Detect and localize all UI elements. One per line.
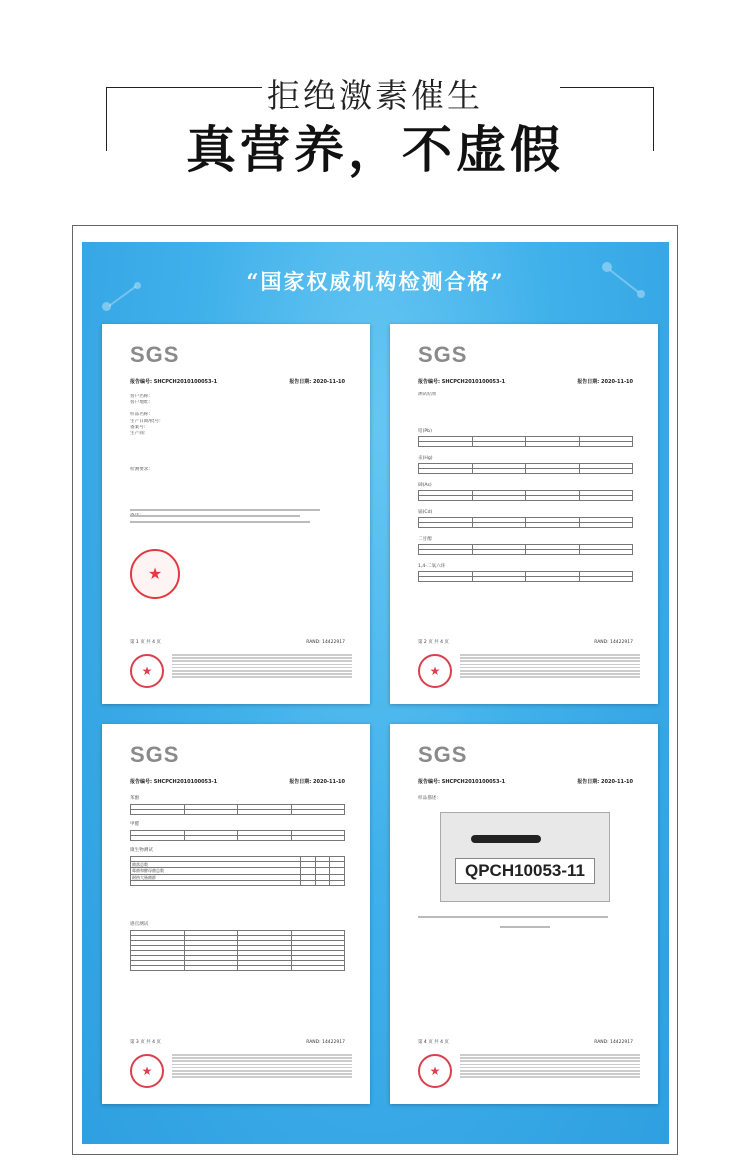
certificate-page-3: [102, 724, 370, 1104]
section-label: 苯酚: [130, 796, 140, 801]
sgs-seal-icon: ★: [418, 654, 452, 688]
sensory-table: [130, 930, 345, 971]
body-line: 生产商:: [130, 430, 146, 436]
rand-code: RAND: 14422917: [594, 1040, 633, 1045]
sample-photo: [440, 812, 610, 902]
sgs-seal-icon: ★: [130, 1054, 164, 1088]
fine-print: [172, 654, 352, 680]
report-number: 报告编号: SHCPCH2010100053-1: [418, 379, 506, 385]
result-table: [418, 490, 633, 501]
report-date: 报告日期: 2020-11-10: [289, 779, 345, 785]
body-line: 客户地址:: [130, 400, 150, 406]
section-label: 甲醛: [130, 822, 140, 827]
rand-code: RAND: 14422917: [594, 640, 633, 645]
result-table: [130, 804, 345, 815]
fine-print: [172, 1054, 352, 1080]
result-table: [418, 544, 633, 555]
sgs-seal-icon: ★: [418, 1054, 452, 1088]
text-bar: [500, 926, 550, 928]
report-date: 报告日期: 2020-11-10: [577, 379, 633, 385]
body-line: 检测要求:: [130, 467, 150, 473]
sgs-logo: SGS: [418, 742, 468, 767]
text-bar: [130, 509, 320, 511]
result-table: [418, 517, 633, 528]
microbe-table: [130, 856, 345, 886]
section-label: 砷(As): [418, 483, 432, 488]
section-label: 微生物测试: [130, 848, 153, 853]
page-footer: [418, 640, 633, 646]
subtitle: 拒绝激素催生: [267, 76, 483, 115]
page-number: 第 3 页 共 4 页: [130, 1040, 161, 1045]
certificate-panel: [82, 242, 669, 1144]
sample-product-image: [471, 835, 541, 843]
cell: 耐热大肠菌群: [131, 874, 301, 880]
result-table: [130, 830, 345, 841]
cell: 霉菌和酵母菌总数: [131, 868, 301, 874]
section-label: 样品描述:: [418, 796, 438, 801]
result-table: [418, 463, 633, 474]
certificate-page-4: [390, 724, 658, 1104]
body-line: 测试结果: [418, 392, 437, 397]
fine-print: [460, 1054, 640, 1080]
report-date: 报告日期: 2020-11-10: [577, 779, 633, 785]
section-label: 铅(Pb): [418, 429, 432, 434]
sample-label: QPCH10053-11: [455, 858, 595, 884]
report-meta: [418, 379, 633, 386]
result-table: [418, 571, 633, 582]
body-line: 生产日期/批号:: [130, 418, 161, 424]
report-body: [130, 394, 345, 520]
banner-title: “国家权威机构检测合格”: [246, 269, 505, 294]
rand-code: RAND: 14422917: [306, 1040, 345, 1045]
report-meta: [418, 779, 633, 786]
certificate-page-1: [102, 324, 370, 704]
report-meta: [130, 379, 345, 386]
section-label: 二甘醇: [418, 537, 432, 542]
body-line: 客户名称:: [130, 394, 150, 399]
result-table: [418, 436, 633, 447]
cell: 菌落总数: [131, 862, 301, 868]
page-number: 第 4 页 共 4 页: [418, 1040, 449, 1045]
report-meta: [130, 779, 345, 786]
page-footer: [418, 1040, 633, 1046]
report-number: 报告编号: SHCPCH2010100053-1: [130, 779, 218, 785]
text-bar: [130, 515, 300, 517]
sgs-seal-icon: ★: [130, 654, 164, 688]
section-label: 1,4-二氧六环: [418, 564, 446, 569]
body-line: 样品名称:: [130, 412, 150, 418]
certificate-page-2: [390, 324, 658, 704]
fine-print: [460, 654, 640, 680]
sgs-logo: SGS: [130, 342, 180, 367]
page-footer: [130, 1040, 345, 1046]
report-body: [418, 392, 633, 398]
page-title: 真营养，不虚假: [186, 121, 564, 179]
section-label: 汞(Hg): [418, 456, 433, 461]
sgs-logo: SGS: [418, 342, 468, 367]
page-number: 第 2 页 共 4 页: [418, 640, 449, 645]
text-bar: [130, 521, 310, 523]
official-seal-icon: ★: [130, 549, 180, 599]
report-date: 报告日期: 2020-11-10: [289, 379, 345, 385]
page-footer: [130, 640, 345, 646]
report-number: 报告编号: SHCPCH2010100053-1: [418, 779, 506, 785]
report-number: 报告编号: SHCPCH2010100053-1: [130, 379, 218, 385]
rand-code: RAND: 14422917: [306, 640, 345, 645]
sgs-logo: SGS: [130, 742, 180, 767]
page-number: 第 1 页 共 4 页: [130, 640, 161, 645]
section-label: 镉(Cd): [418, 510, 433, 515]
section-label: 感官测试: [130, 922, 149, 927]
header: [0, 0, 750, 200]
text-bar: [418, 916, 608, 918]
body-line: 备案号:: [130, 424, 146, 430]
